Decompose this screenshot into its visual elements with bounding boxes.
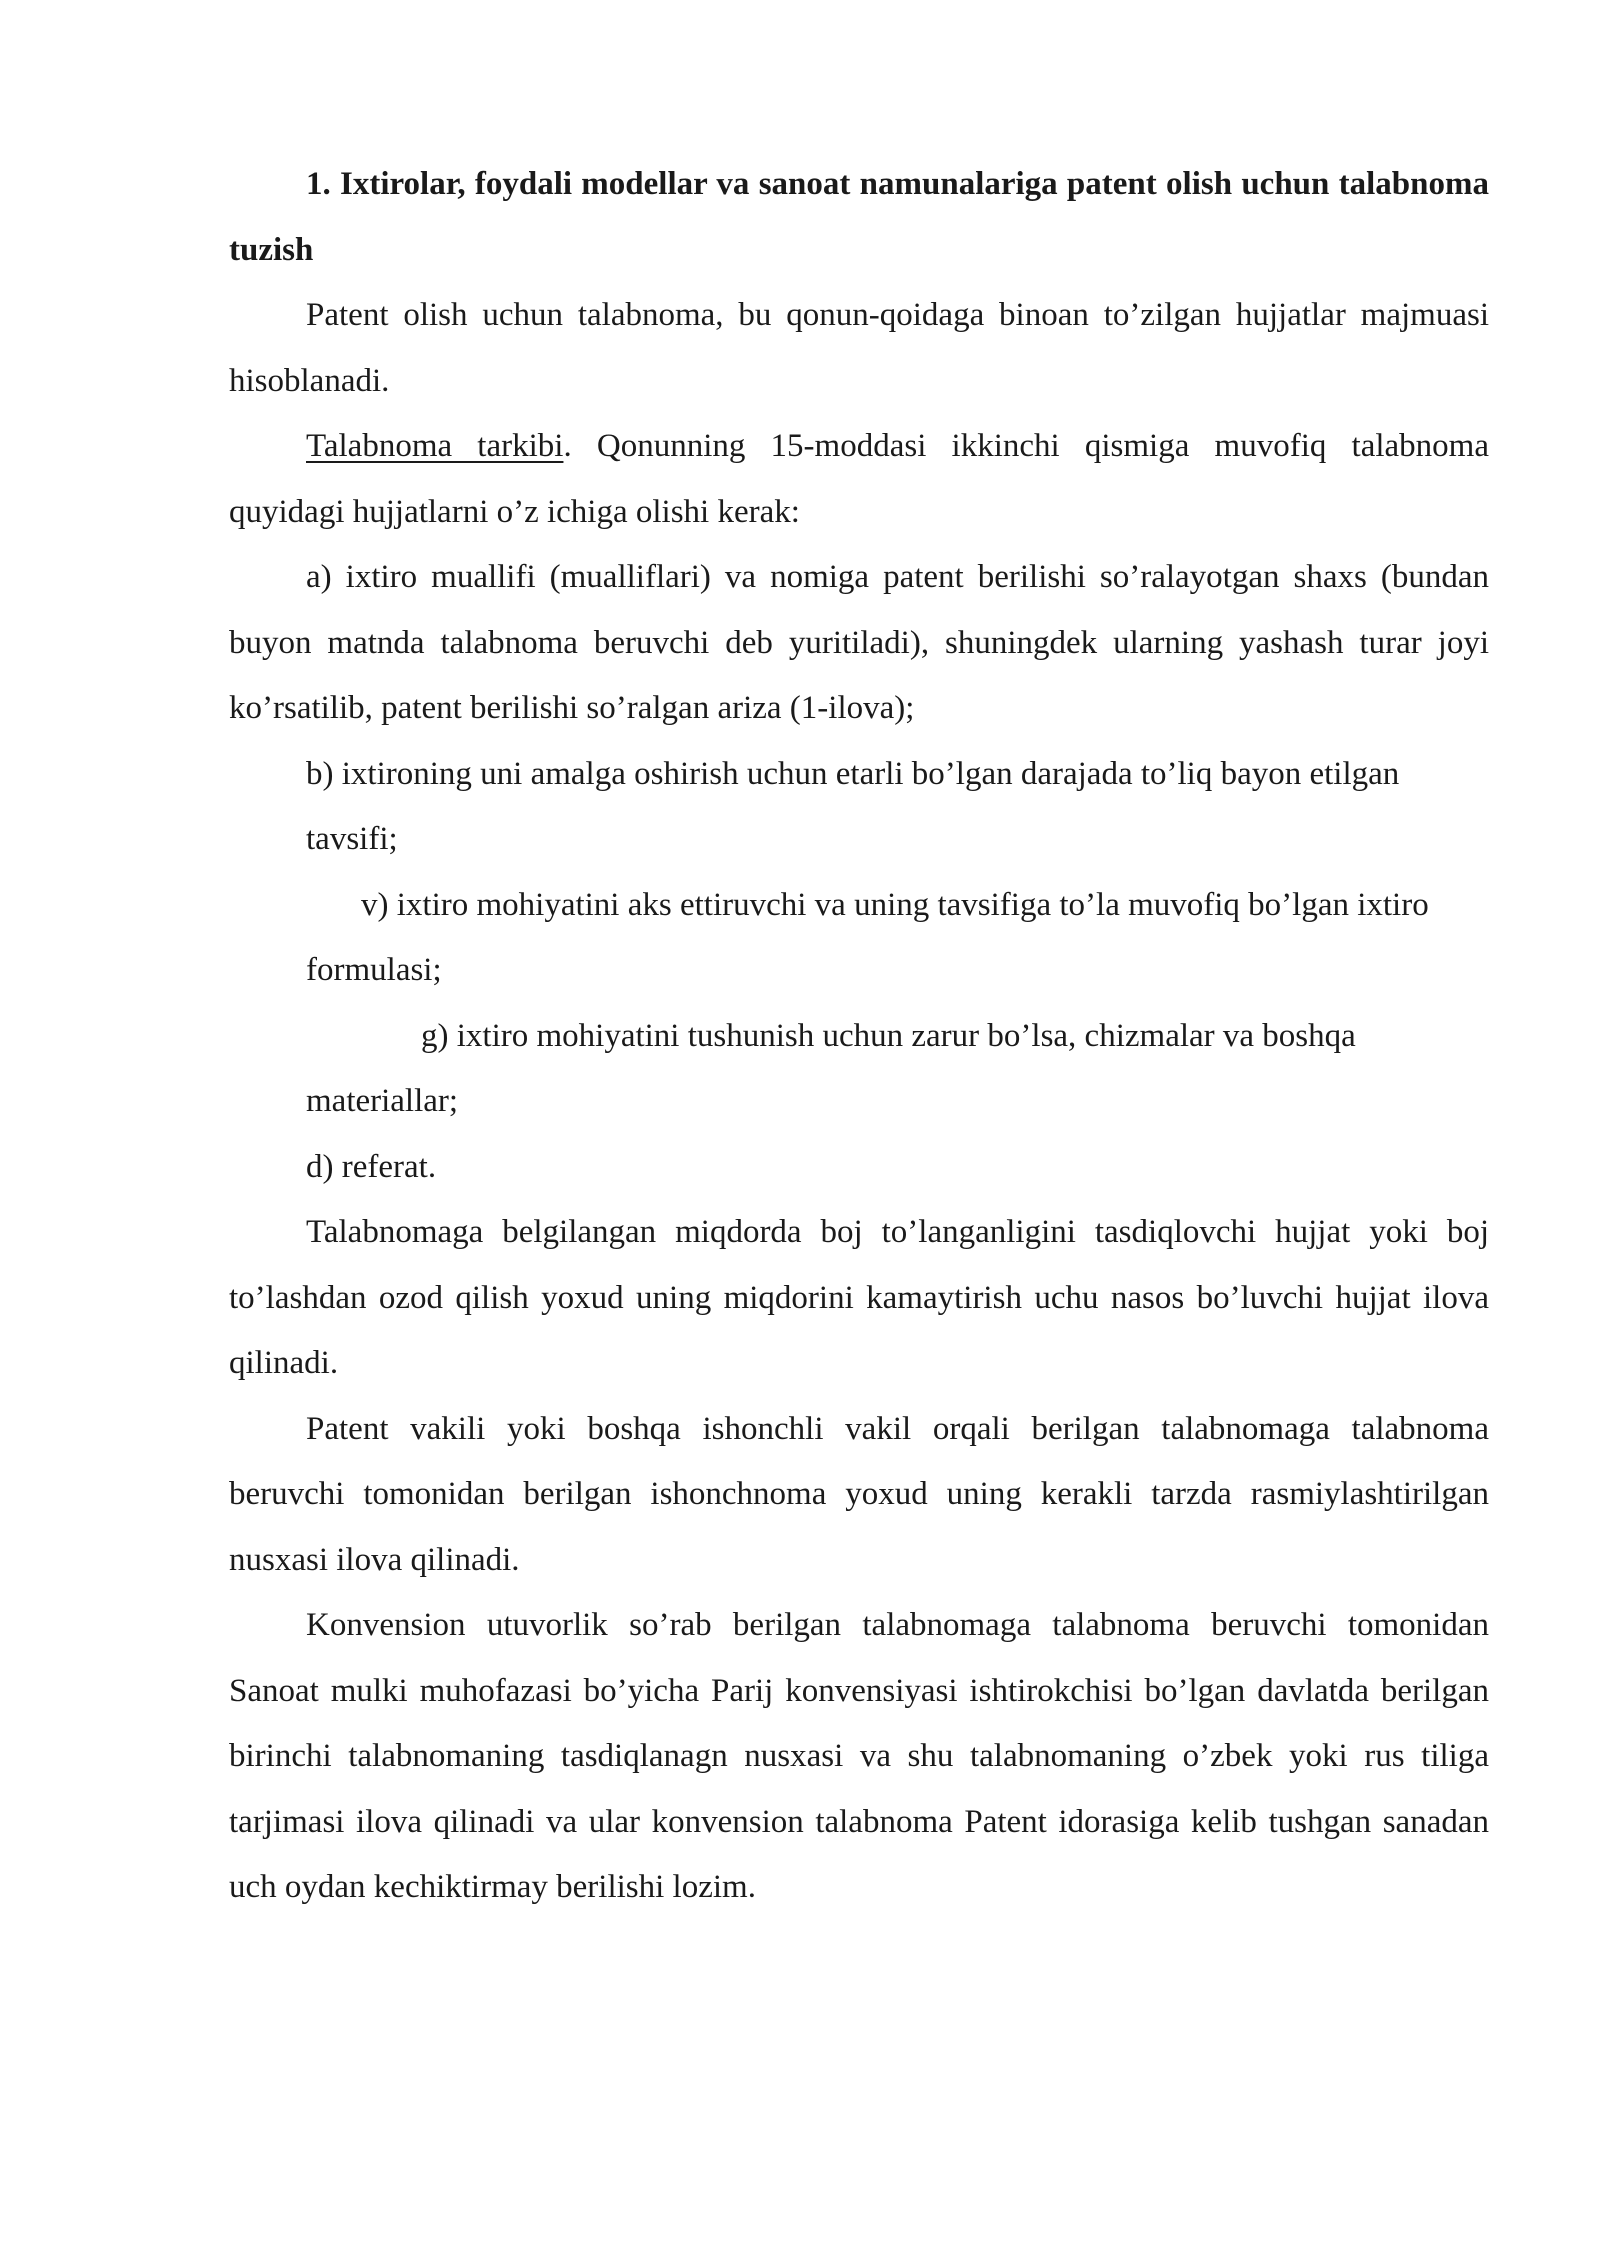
fee-paragraph: Talabnomaga belgilangan miqdorda boj to’langanligini tasdiqlovchi hujjat yoki boj to’lashdan ozod qilish yoxud uning miqdorini kamaytirish uchu nasos bo’luvchi hujjat ilova qilinadi. — [229, 1214, 1489, 1381]
document-page — [229, 152, 1489, 1921]
list-item-b: b) ixtironing uni amalga oshirish uchun etarli bo’lgan darajada to’liq bayon etilgan tavsifi; — [306, 755, 1400, 857]
list-item-a: a) ixtiro muallifi (mualliflari) va nomiga patent berilishi so’ralayotgan shaxs (bundan buyon matnda talabnoma beruvchi deb yuritiladi), shuningdek ularning yashash turar joyi ko’rsatilib, patent berilishi so’ralgan ariza (1-ilova); — [229, 559, 1489, 726]
list-item-g: g) ixtiro mohiyatini tushunish uchun zarur bo’lsa, chizmalar va boshqa materiallar; — [306, 1017, 1356, 1119]
agent-paragraph: Patent vakili yoki boshqa ishonchli vakil orqali berilgan talabnomaga talabnoma beruvchi tomonidan berilgan ishonchnoma yoxud uning kerakli tarzda rasmiylashtirilgan nusxasi ilova qilinadi. — [229, 1410, 1489, 1578]
section-title: 1. Ixtirolar, foydali modellar va sanoat namunalariga patent olish uchun talabnoma tuzish — [229, 166, 1489, 268]
composition-paragraph — [229, 414, 1489, 545]
list-item-d: d) referat. — [306, 1148, 437, 1185]
composition-label: Talabnoma tarkibi — [306, 428, 564, 464]
list-item-v: v) ixtiro mohiyatini aks ettiruvchi va uning tavsifiga to’la muvofiq bo’lgan ixtiro formulasi; — [306, 886, 1429, 988]
composition-text: . Qonunning 15-moddasi ikkinchi qismiga muvofiq talabnoma quyidagi hujjatlarni o’z ichiga olishi kerak: — [229, 428, 1489, 530]
convention-paragraph: Konvension utuvorlik so’rab berilgan talabnomaga talabnoma beruvchi tomonidan Sanoat mulki muhofazasi bo’yicha Parij konvensiyasi ishtirokchisi bo’lgan davlatda berilgan birinchi talabnomaning tasdiqlanagn nusxasi va shu talabnomaning o’zbek yoki rus tiliga tarjimasi ilova qilinadi va ular konvension talabnoma Patent idorasiga kelib tushgan sanadan uch oydan kechiktirmay berilishi lozim. — [229, 1607, 1489, 1905]
intro-paragraph: Patent olish uchun talabnoma, bu qonun-qoidaga binoan to’zilgan hujjatlar majmuasi hisoblanadi. — [229, 297, 1489, 399]
